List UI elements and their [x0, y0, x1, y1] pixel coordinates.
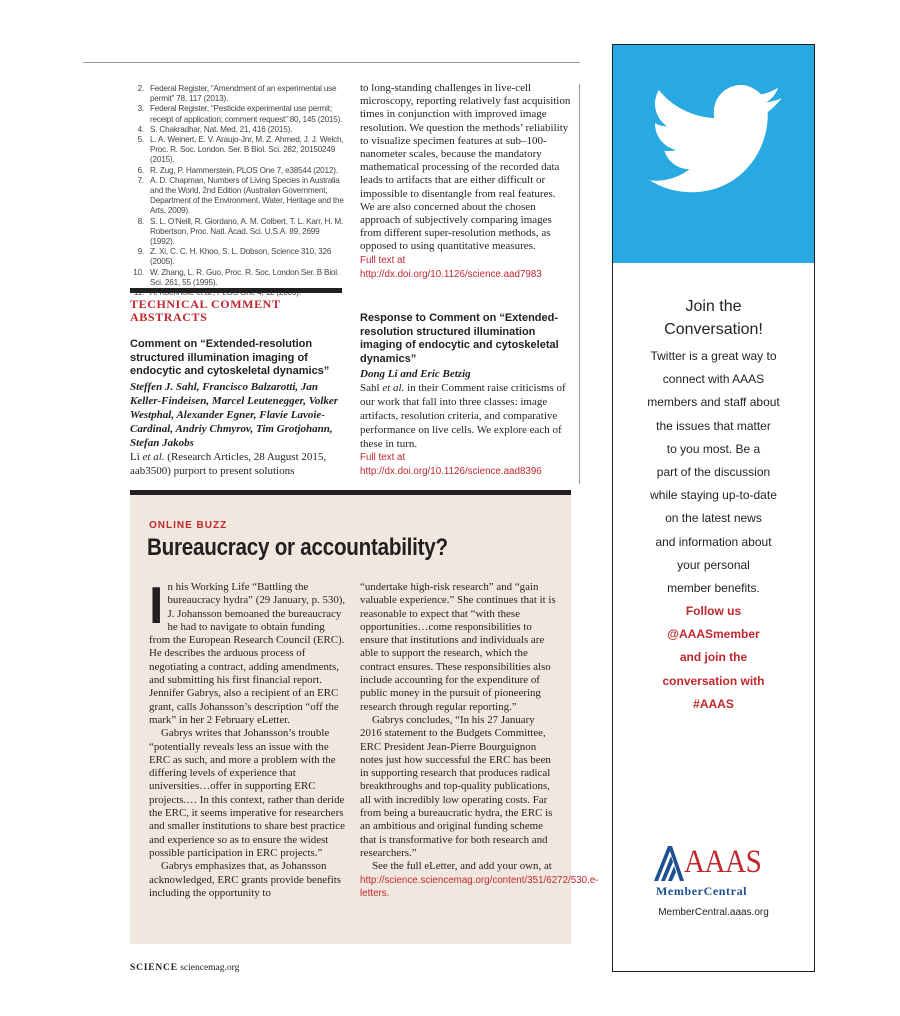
- reference-list: [130, 84, 345, 298]
- buzz-paragraph: “undertake high-risk research” and “gain valuable experience.” She continues that it is reasonable to expect that “with these opportunities…come responsibilities to ensure that institutions and individuals are able to support the research, which the contract ensures. These responsibilities also include accounting for the expenditure of public money in the pursuit of pioneering research through regular reporting.”: [360, 581, 556, 713]
- comment-fulltext-link[interactable]: Full text at http://dx.doi.org/10.1126/science.aad7983: [360, 254, 542, 280]
- reference-item: 10. W. Zhang, L. R. Guo, Proc. R. Soc. London Ser. B Biol. Sci. 261, 55 (1995).: [133, 267, 339, 287]
- reference-item: 6. R. Zug, P. Hammerstein, PLOS One 7, e38544 (2012).: [137, 165, 338, 175]
- buzz-paragraph: Gabrys concludes, “In his 27 January 2016 statement to the Budgets Committee, ERC President Jean-Pierre Bourguignon notes just how successful the ERC has been in supporting research that produces radical breakthroughs and top-quality publications, all with incredibly low operating costs. Far from being a bureaucratic hydra, the ERC is an ambitious and original funding scheme that is transformative for both research and researchers.”: [360, 713, 553, 859]
- ad-body: Twitter is a great way to connect with AAAS members and staff about the issues that matter to you most. Be a part of the discussion while staying up-to-date on the latest news and information about your personal member benefits.: [647, 349, 780, 596]
- ad-call-to-action[interactable]: Follow us @AAASmember and join the conversation with #AAAS: [662, 604, 765, 711]
- comment-continued: to long-standing challenges in live-cell microscopy, reporting relatively fast acquisition times in conjunction with improved image resolution. We question the methods’ reliability to visualize specimen features at sub–100-nanometer scales, because the mandatory mathematical processing of the recorded data leads to artifacts that are either difficult or impossible to disentangle from real features. We are also concerned about the chosen approach of subjectively comparing images from different super-resolution methods, as opposed to using quantitative measures. Full text at http://dx.doi.org/10.1126/science.aad7983: [360, 82, 571, 280]
- twitter-banner: [613, 45, 814, 263]
- magazine-name: SCIENCE: [130, 963, 178, 973]
- drop-cap: I: [149, 577, 164, 635]
- membercentral-url[interactable]: MemberCentral.aaas.org: [658, 907, 769, 918]
- buzz-title: Bureaucracy or accountability?: [147, 534, 448, 561]
- comment-abstract: [130, 338, 345, 478]
- page-footer: [130, 963, 239, 973]
- buzz-paragraph: Gabrys emphasizes that, as Johansson acknowledged, ERC grants provide benefits including the opportunity to: [149, 860, 342, 899]
- section-rule: [130, 288, 342, 293]
- reference-item: 9. Z. Xi, C. C. H. Khoo, S. L. Dobson, Science 310, 326 (2005).: [137, 247, 332, 267]
- reference-item: 2. Federal Register, “Amendment of an experimental use permit” 78, 117 (2013).: [137, 84, 337, 104]
- online-buzz-box: [130, 490, 599, 944]
- comment-body: Li et al. (Research Articles, 28 August 2015, aab3500) purport to present solutions: [130, 450, 327, 477]
- buzz-column-1: [149, 577, 347, 900]
- response-title: Response to Comment on “Extended-resolution structured illumination imaging of endocytic and cytoskeletal dynamics”: [360, 312, 559, 365]
- reference-item: 8. S. L. O’Neill, R. Giordano, A. M. Colbert, T. L. Karr, H. M. Robertson, Proc. Natl. Acad. Sci. U.S.A. 89, 2699 (1992).: [137, 216, 344, 247]
- eletter-link[interactable]: http://science.sciencemag.org/content/351/6272/530.e-letters.: [360, 874, 599, 899]
- member-ad[interactable]: [612, 44, 815, 972]
- reference-item: 3. Federal Register, “Pesticide experimental use permit; receipt of application; comment request” 80, 145 (2015).: [137, 104, 343, 124]
- response-abstract: [360, 312, 572, 479]
- response-fulltext-link[interactable]: Full text at http://dx.doi.org/10.1126/science.aad8396: [360, 452, 542, 477]
- buzz-label: ONLINE BUZZ: [149, 520, 228, 531]
- reference-item: 7. A. D. Chapman, Numbers of Living Species in Australia and the World, 2nd Edition (Australian Government, Department of the Environment, Water, Heritage and the Arts, 2009).: [137, 175, 344, 216]
- top-rule: [83, 62, 580, 63]
- buzz-paragraph: Gabrys writes that Johansson’s trouble “potentially reveals less an issue with the ERC as such, and more a problem with the differing levels of experience that universities…offer in supporting ERC projects.… In this context, rather than deride the ERC, it seems imperative for researchers and smaller institutions to share best practice and experience so as to ensure the widest possible participation in ERC projects.”: [149, 727, 345, 859]
- buzz-column-2: [360, 581, 599, 900]
- ad-heading: Join the Conversation!: [664, 298, 763, 338]
- comment-authors: Steffen J. Sahl, Francisco Balzarotti, Jan Keller-Findeisen, Marcel Leutenegger, Volker Westphal, Alexander Egner, Flavie Lavoie-Cardinal, Andriy Chmyrov, Tim Grotjohann, Stefan Jakobs: [130, 380, 339, 449]
- column-rule: [579, 84, 580, 484]
- response-authors: Dong Li and Eric Betzig: [360, 368, 471, 380]
- aaas-wordmark: AAAS: [684, 844, 762, 880]
- buzz-paragraph: In his Working Life “Battling the bureaucracy hydra” (29 January, p. 530), J. Johansson bemoaned the bureaucracy he had to navigate to obtain funding from the European Research Council (ERC). He describes the arduous process of negotiating a contract, adding amendments, and submitting his first financial report. Jennifer Gabrys, also a recipient of an ERC grant, calls Johansson’s description “off the mark” in her 2 February eLetter.: [149, 577, 346, 726]
- response-body: Sahl et al. in their Comment raise criticisms of our work that fall into three classes: image artifacts, resolution criteria, and comparative performance on live cells. We explore each of these in turn.: [360, 382, 566, 450]
- magazine-site: sciencemag.org: [180, 963, 240, 973]
- comment-title: Comment on “Extended-resolution structured illumination imaging of endocytic and cytoskeletal dynamics”: [130, 338, 330, 377]
- twitter-bird-icon: [648, 85, 783, 195]
- buzz-paragraph: See the full eLetter, and add your own, at http://science.sciencemag.org/content/351/6272/530.e-letters.: [360, 860, 599, 899]
- section-heading: TECHNICAL COMMENT ABSTRACTS: [130, 297, 281, 324]
- membercentral-wordmark: MemberCentral: [656, 884, 748, 898]
- reference-item: 5. L. A. Weinert, E. V. Araujo-Jnr, M. Z. Ahmed, J. J. Welch, Proc. R. Soc. London. Ser. B Biol. Sci. 282, 20150249 (2015).: [137, 135, 344, 165]
- reference-item: 4. S. Chakradhar, Nat. Med. 21, 416 (2015).: [137, 124, 293, 134]
- aaas-stripes-icon: [654, 846, 684, 881]
- aaas-membercentral-logo[interactable]: [654, 846, 779, 901]
